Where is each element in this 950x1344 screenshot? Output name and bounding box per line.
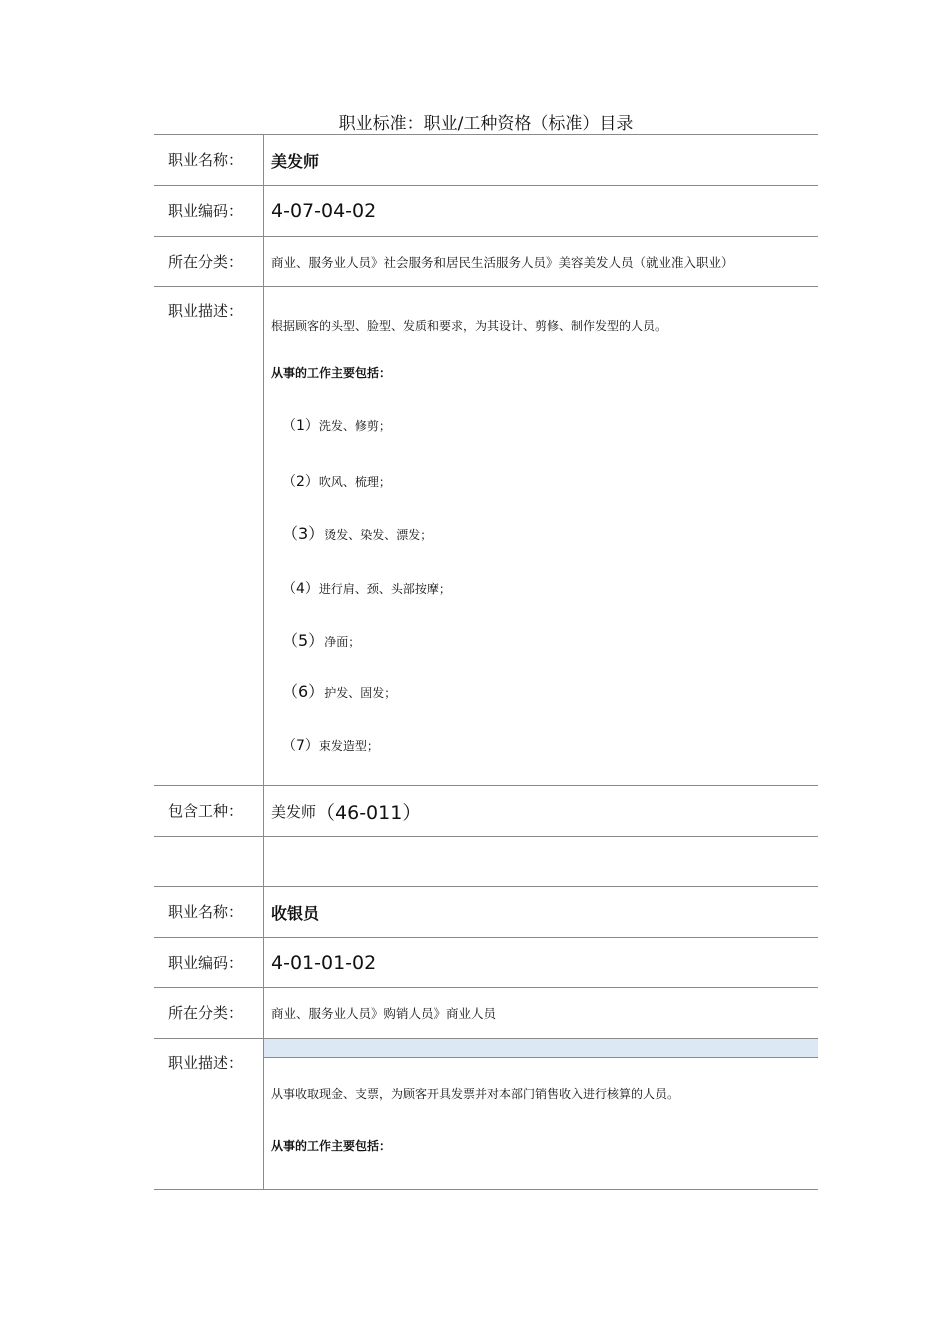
- occupation-category: 商业、服务业人员》购销人员》商业人员: [271, 1006, 497, 1021]
- label-category: 所在分类：: [154, 988, 264, 1038]
- label-name: 职业名称：: [154, 135, 264, 185]
- label-types: 包含工种：: [154, 786, 264, 836]
- duty-item: [282, 628, 360, 651]
- duty-text: 净面；: [324, 635, 361, 649]
- row-name: [154, 135, 818, 186]
- duty-item: [282, 735, 379, 755]
- row-spacer: [154, 837, 818, 887]
- duty-text: 护发、固发；: [324, 686, 397, 700]
- label-code: 职业编码：: [154, 938, 264, 987]
- row-name: [154, 887, 818, 938]
- label-name: 职业名称：: [154, 887, 264, 937]
- duty-number: （7）: [282, 738, 319, 754]
- occupation-name: 美发师: [271, 151, 320, 171]
- row-code: [154, 938, 818, 988]
- occupation-description: 根据顾客的头型、脸型、发质和要求，为其设计、剪修、制作发型的人员。: [271, 319, 668, 333]
- empty-label-cell: [154, 837, 264, 886]
- description-cell: [264, 287, 818, 785]
- duty-text: 束发造型；: [318, 739, 379, 753]
- duty-text: 吹风、梳理；: [318, 475, 391, 489]
- type-cell: [264, 786, 818, 836]
- duty-number: （6）: [282, 682, 325, 701]
- duty-text: 洗发、修剪；: [318, 419, 391, 433]
- empty-value-cell: [264, 837, 818, 886]
- label-category: 所在分类：: [154, 237, 264, 286]
- duties-heading: 从事的工作主要包括：: [271, 1139, 392, 1153]
- duties-heading: 从事的工作主要包括：: [271, 366, 392, 380]
- duty-item: [282, 679, 396, 702]
- occupation-category: 商业、服务业人员》社会服务和居民生活服务人员》美容美发人员（就业准入职业）: [271, 254, 734, 270]
- row-description: [154, 1039, 818, 1190]
- label-description: 职业描述：: [154, 287, 264, 785]
- duty-number: （3）: [282, 524, 325, 543]
- label-code: 职业编码：: [154, 186, 264, 236]
- document-title: 职业标准：职业/工种资格（标准）目录: [338, 114, 634, 134]
- row-types: [154, 786, 818, 837]
- duty-number: （5）: [282, 631, 325, 650]
- row-code: [154, 186, 818, 237]
- occupation-table: [154, 134, 818, 1190]
- duty-item: [282, 521, 432, 544]
- label-description: 职业描述：: [154, 1039, 264, 1189]
- highlighted-subrow: [264, 1039, 818, 1058]
- duty-item: [282, 471, 391, 491]
- duty-number: （4）: [282, 581, 319, 597]
- occupation-name: 收银员: [271, 903, 320, 923]
- duty-item: [282, 578, 451, 598]
- type-name: 美发师: [271, 802, 317, 821]
- occupation-description: 从事收取现金、支票，为顾客开具发票并对本部门销售收入进行核算的人员。: [271, 1087, 680, 1101]
- occupation-code: 4-01-01-02: [271, 951, 377, 974]
- duty-text: 烫发、染发、漂发；: [324, 528, 433, 542]
- duty-text: 进行肩、颈、头部按摩；: [318, 582, 451, 596]
- row-category: [154, 988, 818, 1039]
- description-cell: [264, 1039, 818, 1189]
- type-code: （46-011）: [316, 801, 422, 824]
- row-category: [154, 237, 818, 287]
- duty-number: （2）: [282, 474, 319, 490]
- row-description: [154, 287, 818, 786]
- duty-item: [282, 415, 391, 435]
- duty-number: （1）: [282, 418, 319, 434]
- occupation-code: 4-07-04-02: [271, 200, 377, 222]
